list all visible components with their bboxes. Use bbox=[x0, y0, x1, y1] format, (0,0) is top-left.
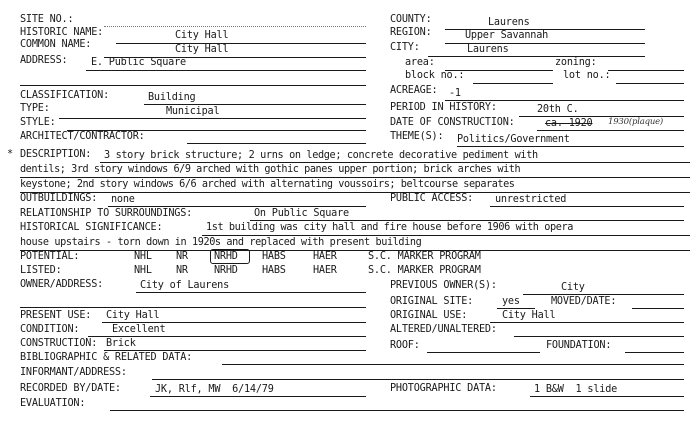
potential-label: POTENTIAL: bbox=[20, 251, 80, 262]
outbuildings-label: OUTBUILDINGS: bbox=[20, 193, 98, 204]
photographic-line bbox=[530, 396, 684, 397]
address-line bbox=[86, 70, 366, 71]
potential-habs: HABS bbox=[262, 251, 286, 262]
potential-nrhd: NRHD bbox=[214, 251, 238, 262]
historic-name-label: HISTORIC NAME: bbox=[20, 27, 104, 38]
lot-no-line bbox=[616, 83, 684, 84]
county-label: COUNTY: bbox=[390, 14, 432, 25]
construction-date-handwritten: 1930(plaque) bbox=[608, 117, 664, 127]
outbuildings-line bbox=[108, 206, 366, 207]
type-label: TYPE: bbox=[20, 103, 50, 114]
evaluation-label: EVALUATION: bbox=[20, 398, 86, 409]
description-asterisk: * bbox=[7, 149, 13, 160]
period-value: 20th C. bbox=[537, 104, 579, 115]
recorded-value: JK, Rlf, MW 6/14/79 bbox=[155, 384, 274, 395]
architect-line bbox=[187, 143, 366, 144]
original-site-line bbox=[497, 308, 535, 309]
moved-date-line bbox=[632, 308, 684, 309]
original-site-value: yes bbox=[502, 296, 520, 307]
original-use-line bbox=[490, 322, 684, 323]
previous-owners-line bbox=[523, 294, 684, 295]
foundation-label: FOUNDATION: bbox=[546, 340, 612, 351]
listed-haer: HAER bbox=[313, 265, 337, 276]
construction-value: Brick bbox=[106, 338, 136, 349]
recorded-label: RECORDED BY/DATE: bbox=[20, 383, 121, 394]
historic-name-line bbox=[116, 43, 366, 44]
description-underline-2 bbox=[20, 177, 690, 178]
relationship-label: RELATIONSHIP TO SURROUNDINGS: bbox=[20, 208, 193, 219]
significance-underline-1 bbox=[202, 235, 690, 236]
listed-nhl: NHL bbox=[134, 265, 152, 276]
nrhd-circle-mark bbox=[210, 249, 250, 264]
zoning-line bbox=[608, 70, 684, 71]
relationship-line bbox=[250, 220, 684, 221]
outbuildings-value: none bbox=[111, 194, 135, 205]
recorded-line bbox=[150, 396, 366, 397]
acreage-value: -1 bbox=[449, 88, 461, 99]
potential-nr: NR bbox=[176, 251, 188, 262]
bibliographic-line bbox=[222, 364, 684, 365]
block-no-label: block no.: bbox=[405, 70, 465, 81]
public-access-value: unrestricted bbox=[495, 194, 567, 205]
foundation-line bbox=[625, 352, 684, 353]
altered-line bbox=[514, 336, 684, 337]
previous-owners-label: PREVIOUS OWNER(S): bbox=[390, 280, 497, 291]
architect-label: ARCHITECT/CONTRACTOR: bbox=[20, 131, 145, 142]
present-use-line bbox=[102, 322, 366, 323]
public-access-label: PUBLIC ACCESS: bbox=[390, 193, 474, 204]
construction-date-line bbox=[537, 130, 684, 131]
site-no-label: SITE NO.: bbox=[20, 14, 74, 25]
significance-line-2: house upstairs - torn down in 1920s and replaced with present building bbox=[20, 237, 422, 248]
lot-no-label: lot no.: bbox=[563, 70, 611, 81]
city-line bbox=[428, 56, 645, 57]
listed-habs: HABS bbox=[262, 265, 286, 276]
present-use-label: PRESENT USE: bbox=[20, 310, 92, 321]
listed-nr: NR bbox=[176, 265, 188, 276]
description-underline-3 bbox=[20, 192, 690, 193]
address-label: ADDRESS: bbox=[20, 55, 68, 66]
potential-sc-marker: S.C. MARKER PROGRAM bbox=[368, 251, 481, 262]
original-use-value: City Hall bbox=[502, 310, 556, 321]
description-label: DESCRIPTION: bbox=[20, 149, 92, 160]
construction-label: CONSTRUCTION: bbox=[20, 338, 98, 349]
type-value: Municipal bbox=[166, 106, 220, 117]
common-name-label: COMMON NAME: bbox=[20, 39, 92, 50]
informant-label: INFORMANT/ADDRESS: bbox=[20, 367, 127, 378]
address-line-2 bbox=[20, 85, 366, 86]
region-value: Upper Savannah bbox=[465, 30, 549, 41]
construction-line bbox=[104, 350, 366, 351]
classification-label: CLASSIFICATION: bbox=[20, 90, 110, 101]
photographic-label: PHOTOGRAPHIC DATA: bbox=[390, 383, 497, 394]
city-value: Laurens bbox=[467, 44, 509, 55]
site-no-line bbox=[104, 26, 366, 27]
description-line-2: dentils; 3rd story windows 6/9 arched with gothic panes upper portion; brick arches with bbox=[20, 164, 521, 175]
acreage-line bbox=[445, 100, 684, 101]
public-access-line bbox=[490, 206, 684, 207]
roof-line bbox=[427, 352, 540, 353]
common-name-value: City Hall bbox=[175, 44, 229, 55]
condition-line bbox=[88, 336, 366, 337]
themes-label: THEME(S): bbox=[390, 131, 444, 142]
zoning-label: zoning: bbox=[555, 57, 597, 68]
county-value: Laurens bbox=[488, 17, 530, 28]
evaluation-line bbox=[110, 410, 684, 411]
themes-value: Politics/Government bbox=[457, 134, 570, 145]
classification-value: Building bbox=[148, 92, 196, 103]
moved-date-label: MOVED/DATE: bbox=[551, 296, 617, 307]
type-line bbox=[59, 118, 366, 119]
informant-line bbox=[152, 379, 684, 380]
listed-sc-marker: S.C. MARKER PROGRAM bbox=[368, 265, 481, 276]
roof-label: ROOF: bbox=[390, 340, 420, 351]
owner-label: OWNER/ADDRESS: bbox=[20, 279, 104, 290]
owner-line bbox=[136, 292, 366, 293]
classification-line bbox=[144, 104, 366, 105]
block-no-line bbox=[473, 83, 553, 84]
original-use-label: ORIGINAL USE: bbox=[390, 310, 468, 321]
condition-value: Excellent bbox=[112, 324, 166, 335]
region-label: REGION: bbox=[390, 27, 432, 38]
altered-label: ALTERED/UNALTERED: bbox=[390, 324, 497, 335]
acreage-label: ACREAGE: bbox=[390, 85, 438, 96]
significance-line-1: 1st building was city hall and fire house before 1906 with opera bbox=[206, 222, 573, 233]
city-label: CITY: bbox=[390, 42, 420, 53]
bibliographic-label: BIBLIOGRAPHIC & RELATED DATA: bbox=[20, 352, 193, 363]
significance-underline-2 bbox=[20, 250, 690, 251]
present-use-value: City Hall bbox=[106, 310, 160, 321]
condition-label: CONDITION: bbox=[20, 324, 80, 335]
owner-line-2 bbox=[20, 307, 366, 308]
original-site-label: ORIGINAL SITE: bbox=[390, 296, 474, 307]
listed-nrhd: NRHD bbox=[214, 265, 238, 276]
address-value: E. Public Square bbox=[91, 57, 186, 68]
period-label: PERIOD IN HISTORY: bbox=[390, 102, 497, 113]
area-label: area: bbox=[405, 57, 435, 68]
construction-date-label: DATE OF CONSTRUCTION: bbox=[390, 117, 515, 128]
significance-label: HISTORICAL SIGNIFICANCE: bbox=[20, 222, 163, 233]
themes-line bbox=[457, 146, 684, 147]
style-label: STYLE: bbox=[20, 117, 56, 128]
description-underline-1 bbox=[100, 162, 690, 163]
description-line-1: 3 story brick structure; 2 urns on ledge; concrete decorative pediment with bbox=[104, 150, 538, 161]
previous-owners-value: City bbox=[561, 282, 585, 293]
potential-haer: HAER bbox=[313, 251, 337, 262]
relationship-value: On Public Square bbox=[254, 208, 349, 219]
potential-nhl: NHL bbox=[134, 251, 152, 262]
historic-name-value: City Hall bbox=[175, 30, 229, 41]
owner-value: City of Laurens bbox=[140, 280, 230, 291]
photographic-value: 1 B&W 1 slide bbox=[534, 384, 618, 395]
listed-label: LISTED: bbox=[20, 265, 62, 276]
description-line-3: keystone; 2nd story windows 6/6 arched with alternating voussoirs; beltcourse separates bbox=[20, 179, 515, 190]
construction-date-value: ca. 1920 bbox=[545, 118, 593, 129]
